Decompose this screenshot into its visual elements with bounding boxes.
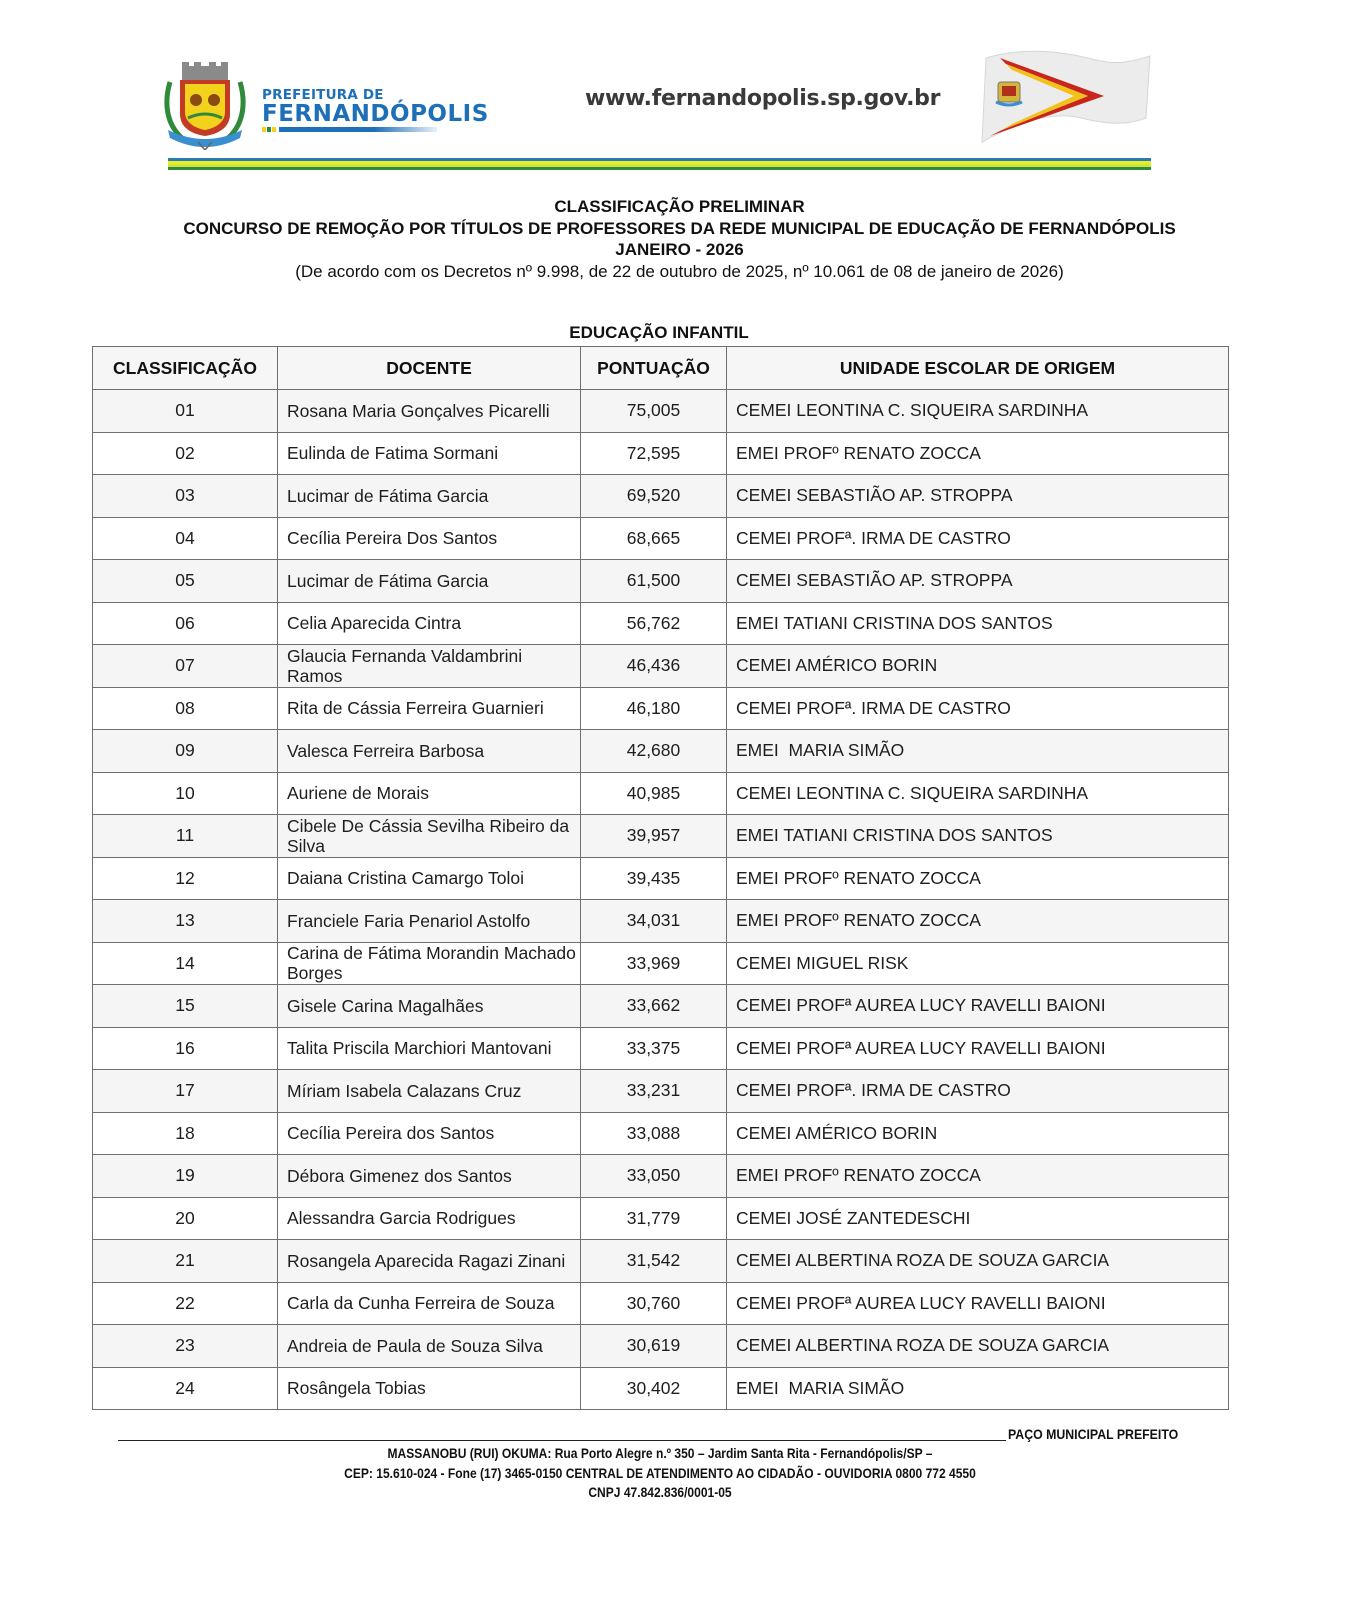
cell-name: Andreia de Paula de Souza Silva <box>278 1325 581 1368</box>
legal-reference: (De acordo com os Decretos nº 9.998, de 22 de outubro de 2025, nº 10.061 de 08 de janeiro de 2026) <box>295 261 1064 281</box>
cell-rank: 01 <box>93 390 278 433</box>
column-header-name: DOCENTE <box>278 347 581 390</box>
cell-unit: CEMEI PROFª AUREA LUCY RAVELLI BAIONI <box>727 1027 1229 1070</box>
brand-city-name: FERNANDÓPOLIS <box>262 101 489 127</box>
cell-name: Míriam Isabela Calazans Cruz <box>278 1070 581 1113</box>
cell-name: Celia Aparecida Cintra <box>278 602 581 645</box>
footer-address <box>0 1444 1320 1503</box>
cell-name: Cecília Pereira Dos Santos <box>278 517 581 560</box>
column-header-rank: CLASSIFICAÇÃO <box>93 347 278 390</box>
cell-unit: EMEI MARIA SIMÃO <box>727 730 1229 773</box>
classification-table <box>92 346 1229 1410</box>
cell-score: 33,088 <box>581 1112 727 1155</box>
cell-score: 40,985 <box>581 772 727 815</box>
cell-unit: CEMEI PROFª AUREA LUCY RAVELLI BAIONI <box>727 1282 1229 1325</box>
cell-score: 39,435 <box>581 857 727 900</box>
table-row <box>93 1197 1229 1240</box>
cell-rank: 14 <box>93 942 278 985</box>
cell-unit: CEMEI LEONTINA C. SIQUEIRA SARDINHA <box>727 772 1229 815</box>
cell-rank: 03 <box>93 475 278 518</box>
cell-unit: CEMEI LEONTINA C. SIQUEIRA SARDINHA <box>727 390 1229 433</box>
cell-name: Cibele De Cássia Sevilha Ribeiro da Silva <box>278 815 581 858</box>
brand-prefix: PREFEITURA DE <box>262 87 384 103</box>
coat-of-arms-icon <box>162 62 248 150</box>
cell-name: Rosângela Tobias <box>278 1367 581 1410</box>
cell-unit: CEMEI JOSÉ ZANTEDESCHI <box>727 1197 1229 1240</box>
cell-name: Alessandra Garcia Rodrigues <box>278 1197 581 1240</box>
cell-unit: CEMEI ALBERTINA ROZA DE SOUZA GARCIA <box>727 1325 1229 1368</box>
cell-score: 75,005 <box>581 390 727 433</box>
cell-name: Carla da Cunha Ferreira de Souza <box>278 1282 581 1325</box>
cell-name: Rosangela Aparecida Ragazi Zinani <box>278 1240 581 1283</box>
table-row <box>93 900 1229 943</box>
cell-rank: 18 <box>93 1112 278 1155</box>
cell-rank: 21 <box>93 1240 278 1283</box>
letterhead <box>0 0 1359 180</box>
cell-score: 30,402 <box>581 1367 727 1410</box>
cell-rank: 12 <box>93 857 278 900</box>
cell-rank: 22 <box>93 1282 278 1325</box>
cell-score: 61,500 <box>581 560 727 603</box>
cell-name: Franciele Faria Penariol Astolfo <box>278 900 581 943</box>
table-row <box>93 517 1229 560</box>
cell-score: 31,779 <box>581 1197 727 1240</box>
table-row <box>93 1155 1229 1198</box>
cell-rank: 05 <box>93 560 278 603</box>
brand-logo <box>262 88 489 132</box>
cell-unit: CEMEI PROFª AUREA LUCY RAVELLI BAIONI <box>727 985 1229 1028</box>
document-titles <box>0 196 1359 283</box>
table-row <box>93 475 1229 518</box>
document-title: CLASSIFICAÇÃO PRELIMINAR <box>554 197 805 216</box>
cell-score: 33,662 <box>581 985 727 1028</box>
table-row <box>93 1112 1229 1155</box>
cell-unit: CEMEI PROFª. IRMA DE CASTRO <box>727 1070 1229 1113</box>
cell-unit: CEMEI MIGUEL RISK <box>727 942 1229 985</box>
cell-unit: CEMEI PROFª. IRMA DE CASTRO <box>727 687 1229 730</box>
cell-name: Lucimar de Fátima Garcia <box>278 475 581 518</box>
table-row <box>93 1240 1229 1283</box>
cell-rank: 15 <box>93 985 278 1028</box>
cell-unit: CEMEI PROFª. IRMA DE CASTRO <box>727 517 1229 560</box>
cell-score: 69,520 <box>581 475 727 518</box>
cell-score: 30,760 <box>581 1282 727 1325</box>
table-row <box>93 1070 1229 1113</box>
cell-name: Carina de Fátima Morandin Machado Borges <box>278 942 581 985</box>
table-row <box>93 432 1229 475</box>
cell-name: Lucimar de Fátima Garcia <box>278 560 581 603</box>
cell-score: 33,231 <box>581 1070 727 1113</box>
table-row <box>93 1325 1229 1368</box>
cell-name: Gisele Carina Magalhães <box>278 985 581 1028</box>
cell-score: 46,436 <box>581 645 727 688</box>
cell-unit: EMEI TATIANI CRISTINA DOS SANTOS <box>727 602 1229 645</box>
cell-score: 42,680 <box>581 730 727 773</box>
cell-unit: CEMEI SEBASTIÃO AP. STROPPA <box>727 475 1229 518</box>
cell-rank: 19 <box>93 1155 278 1198</box>
cell-name: Cecília Pereira dos Santos <box>278 1112 581 1155</box>
table-body <box>93 390 1229 1410</box>
cell-rank: 16 <box>93 1027 278 1070</box>
cell-unit: EMEI PROFº RENATO ZOCCA <box>727 432 1229 475</box>
table-row <box>93 645 1229 688</box>
cell-rank: 10 <box>93 772 278 815</box>
column-header-score: PONTUAÇÃO <box>581 347 727 390</box>
cell-unit: EMEI PROFº RENATO ZOCCA <box>727 1155 1229 1198</box>
cell-name: Daiana Cristina Camargo Toloi <box>278 857 581 900</box>
cell-name: Valesca Ferreira Barbosa <box>278 730 581 773</box>
cell-score: 33,050 <box>581 1155 727 1198</box>
cell-name: Rita de Cássia Ferreira Guarnieri <box>278 687 581 730</box>
footer-contact-line: CEP: 15.610-024 - Fone (17) 3465-0150 CENTRAL DE ATENDIMENTO AO CIDADÃO - OUVIDORIA 0800 772 4550 <box>344 1464 976 1481</box>
cell-unit: CEMEI AMÉRICO BORIN <box>727 645 1229 688</box>
cell-unit: EMEI PROFº RENATO ZOCCA <box>727 857 1229 900</box>
cell-score: 72,595 <box>581 432 727 475</box>
table-row <box>93 857 1229 900</box>
cell-unit: CEMEI ALBERTINA ROZA DE SOUZA GARCIA <box>727 1240 1229 1283</box>
table-row <box>93 730 1229 773</box>
cell-score: 33,375 <box>581 1027 727 1070</box>
table-row <box>93 687 1229 730</box>
cell-rank: 09 <box>93 730 278 773</box>
footer-address-line: MASSANOBU (RUI) OKUMA: Rua Porto Alegre n.º 350 – Jardim Santa Rita - Fernandópolis/SP – <box>387 1445 933 1461</box>
cell-name: Talita Priscila Marchiori Mantovani <box>278 1027 581 1070</box>
cell-rank: 04 <box>93 517 278 560</box>
cell-rank: 11 <box>93 815 278 858</box>
cell-unit: EMEI MARIA SIMÃO <box>727 1367 1229 1410</box>
cell-score: 68,665 <box>581 517 727 560</box>
cell-score: 33,969 <box>581 942 727 985</box>
section-title: EDUCAÇÃO INFANTIL <box>569 323 749 342</box>
cell-name: Auriene de Morais <box>278 772 581 815</box>
table-row <box>93 390 1229 433</box>
cell-name: Débora Gimenez dos Santos <box>278 1155 581 1198</box>
table-row <box>93 815 1229 858</box>
table-row <box>93 985 1229 1028</box>
table-row <box>93 1027 1229 1070</box>
table-row <box>93 772 1229 815</box>
table-row <box>93 1282 1229 1325</box>
cell-rank: 13 <box>93 900 278 943</box>
table-row <box>93 942 1229 985</box>
column-header-unit: UNIDADE ESCOLAR DE ORIGEM <box>727 347 1229 390</box>
cell-score: 31,542 <box>581 1240 727 1283</box>
cell-name: Eulinda de Fatima Sormani <box>278 432 581 475</box>
cell-score: 30,619 <box>581 1325 727 1368</box>
cell-name: Rosana Maria Gonçalves Picarelli <box>278 390 581 433</box>
brand-underline <box>262 127 489 132</box>
footer-label: PAÇO MUNICIPAL PREFEITO <box>1008 1426 1179 1442</box>
footer-cnpj-line: CNPJ 47.842.836/0001-05 <box>588 1484 732 1500</box>
table-row <box>93 602 1229 645</box>
document-period: JANEIRO - 2026 <box>615 240 744 259</box>
table-row <box>93 560 1229 603</box>
cell-rank: 06 <box>93 602 278 645</box>
cell-score: 56,762 <box>581 602 727 645</box>
cell-score: 46,180 <box>581 687 727 730</box>
footer-divider <box>118 1440 1006 1441</box>
cell-rank: 23 <box>93 1325 278 1368</box>
cell-rank: 17 <box>93 1070 278 1113</box>
cell-rank: 24 <box>93 1367 278 1410</box>
cell-rank: 02 <box>93 432 278 475</box>
cell-name: Glaucia Fernanda Valdambrini Ramos <box>278 645 581 688</box>
table-row <box>93 1367 1229 1410</box>
document-subtitle: CONCURSO DE REMOÇÃO POR TÍTULOS DE PROFESSORES DA REDE MUNICIPAL DE EDUCAÇÃO DE FERNANDÓPOLIS <box>183 218 1176 238</box>
cell-unit: CEMEI AMÉRICO BORIN <box>727 1112 1229 1155</box>
cell-rank: 07 <box>93 645 278 688</box>
table-header-row <box>93 347 1229 390</box>
cell-score: 34,031 <box>581 900 727 943</box>
cell-unit: CEMEI SEBASTIÃO AP. STROPPA <box>727 560 1229 603</box>
website-url: www.fernandopolis.sp.gov.br <box>585 86 941 111</box>
cell-rank: 08 <box>93 687 278 730</box>
cell-rank: 20 <box>93 1197 278 1240</box>
cell-score: 39,957 <box>581 815 727 858</box>
cell-unit: EMEI PROFº RENATO ZOCCA <box>727 900 1229 943</box>
cell-unit: EMEI TATIANI CRISTINA DOS SANTOS <box>727 815 1229 858</box>
municipal-flag-icon <box>976 46 1152 146</box>
header-color-stripes <box>168 158 1151 170</box>
